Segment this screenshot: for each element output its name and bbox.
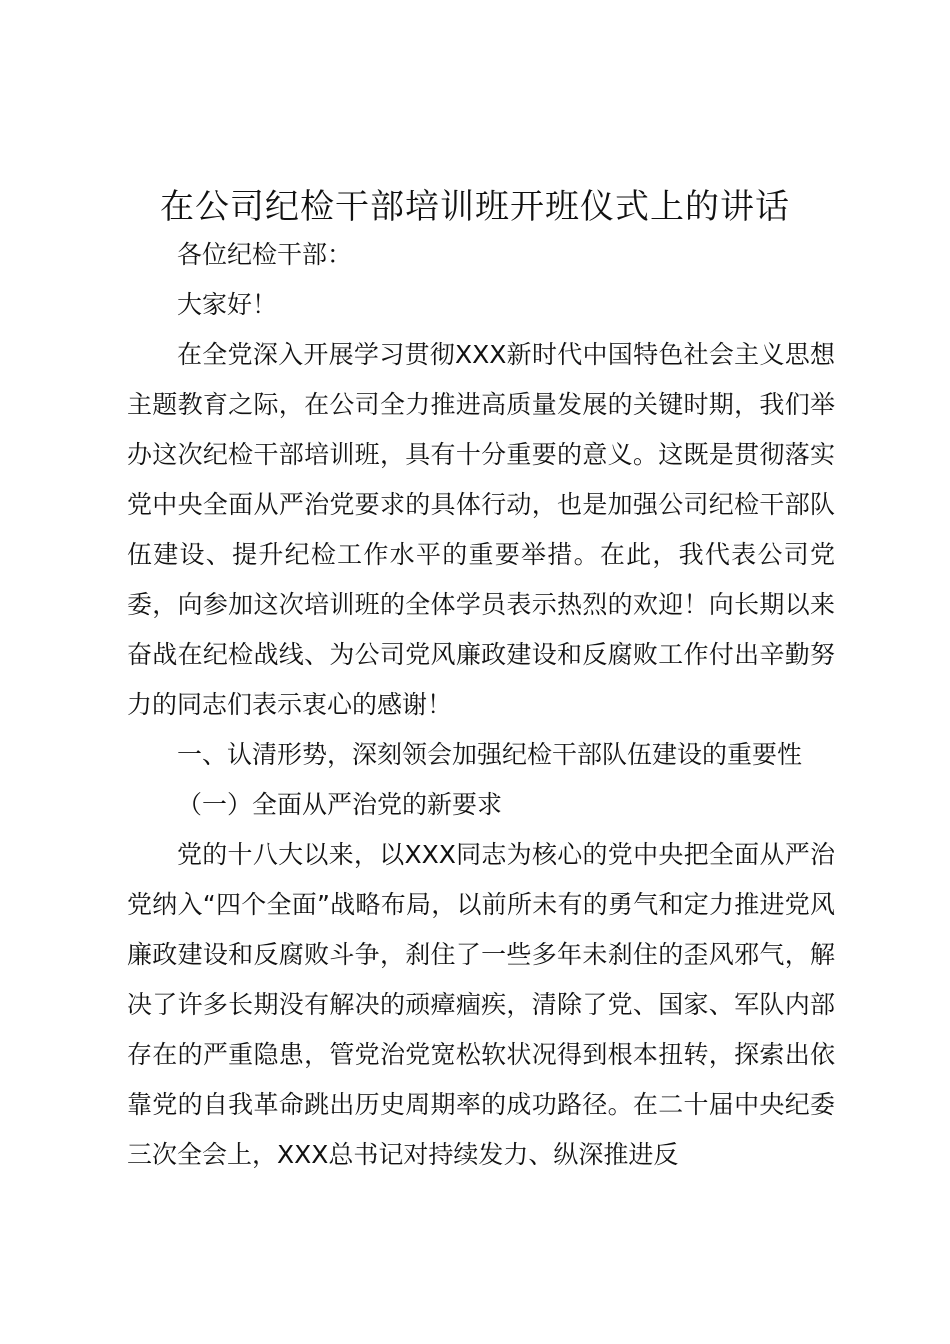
greeting: 大家好！ xyxy=(177,290,278,319)
document-title: 在公司纪检干部培训班开班仪式上的讲话 xyxy=(160,187,790,227)
section-heading-1: 一、认清形势，深刻领会加强纪检干部队伍建设的重要性 xyxy=(177,740,803,769)
paragraph-2: 党的十八大以来，以XXX同志为核心的党中央把全面从严治党纳入“四个全面”战略布局，以前所未有的勇气和定力推进党风廉政建设和反腐败斗争，刹住了一些多年未刹住的歪风邪气，解决了许多长期没有解决的顽瘴痼疾，清除了党、国家、军队内部存在的严重隐患，管党治党宽松软状况得到根本扭转，探索出依靠党的自我革命跳出历史周期率的成功路径。在二十届中央纪委三次全会上，XXX总书记对持续发力、纵深推进反 xyxy=(127,840,835,1169)
subsection-heading-1-1: （一）全面从严治党的新要求 xyxy=(177,790,503,819)
salutation: 各位纪检干部： xyxy=(177,240,353,269)
paragraph-intro: 在全党深入开展学习贯彻XXX新时代中国特色社会主义思想主题教育之际，在公司全力推进高质量发展的关键时期，我们举办这次纪检干部培训班，具有十分重要的意义。这既是贯彻落实党中央全面从严治党要求的具体行动，也是加强公司纪检干部队伍建设、提升纪检工作水平的重要举措。在此，我代表公司党委，向参加这次培训班的全体学员表示热烈的欢迎！向长期以来奋战在纪检战线、为公司党风廉政建设和反腐败工作付出辛勤努力的同志们表示衷心的感谢！ xyxy=(127,340,835,719)
document-body xyxy=(127,230,835,1180)
